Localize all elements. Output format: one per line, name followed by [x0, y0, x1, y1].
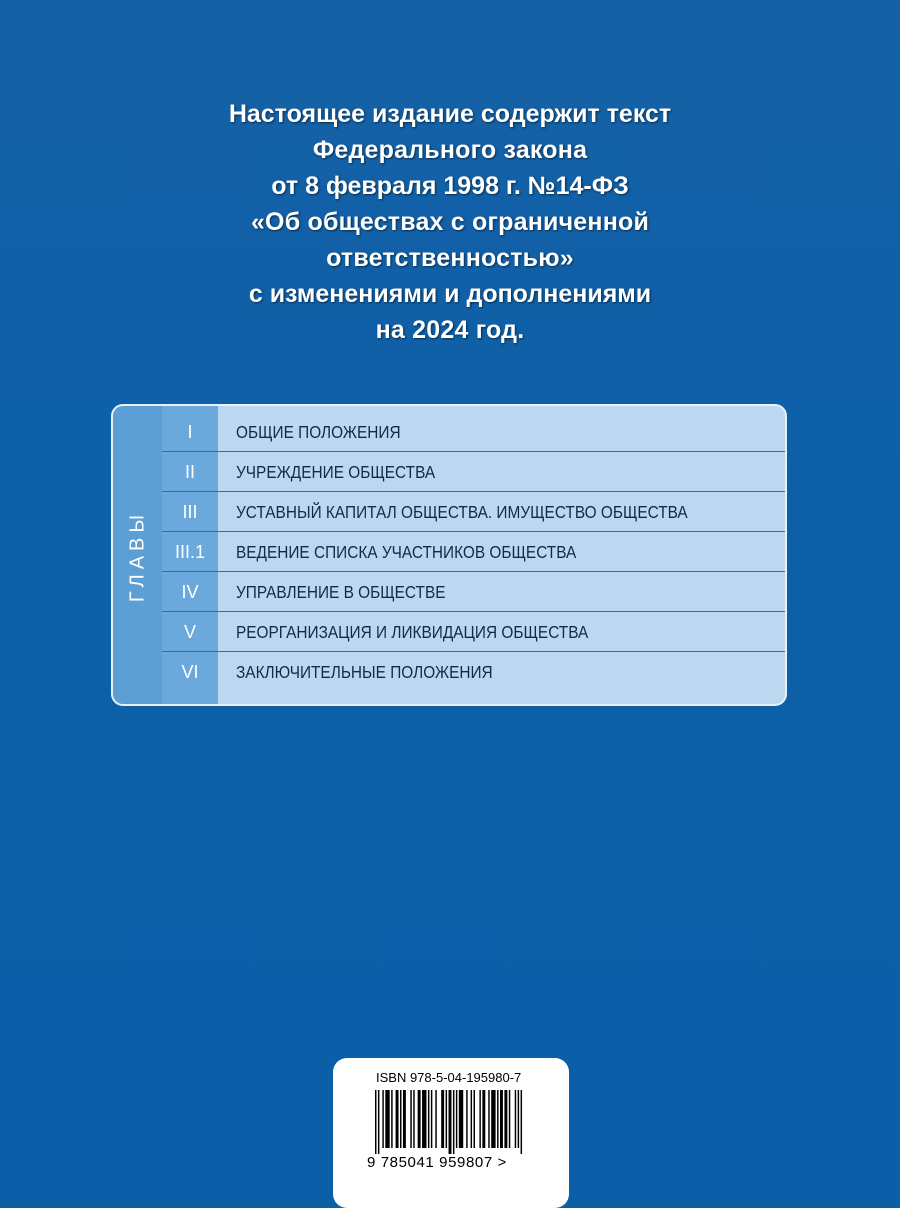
barcode-bar	[403, 1090, 406, 1148]
barcode-bar	[518, 1090, 519, 1148]
barcode-bar	[435, 1090, 436, 1148]
intro-line-6: с изменениями и дополнениями	[248, 280, 652, 308]
barcode-bar	[488, 1090, 489, 1148]
chapter-row	[162, 452, 785, 492]
chapter-title: РЕОРГАНИЗАЦИЯ И ЛИКВИДАЦИЯ ОБЩЕСТВА	[236, 622, 589, 642]
barcode-bar	[474, 1090, 475, 1148]
chapter-row	[162, 492, 785, 532]
barcode-bar	[482, 1090, 485, 1148]
intro-line-1: Настоящее издание содержит текст	[228, 100, 672, 128]
barcode-bar	[378, 1090, 379, 1154]
chapter-number: V	[183, 622, 196, 642]
edition-description	[0, 96, 900, 348]
chapter-row	[162, 412, 785, 452]
barcode-bar	[459, 1090, 463, 1148]
barcode-bar	[449, 1090, 452, 1154]
barcode-bar	[491, 1090, 495, 1148]
barcode-bar	[497, 1090, 498, 1148]
barcode-bar	[453, 1090, 454, 1154]
barcode-bar	[422, 1090, 426, 1148]
barcode-bar	[504, 1090, 507, 1148]
chapter-title: ЗАКЛЮЧИТЕЛЬНЫЕ ПОЛОЖЕНИЯ	[236, 662, 493, 682]
barcode-bar	[466, 1090, 467, 1148]
barcode-bar	[479, 1090, 480, 1148]
isbn-block	[333, 1058, 569, 1208]
isbn-label: ISBN 978-5-04-195980-7	[376, 1070, 522, 1085]
chapter-number: I	[187, 422, 193, 442]
barcode-bar	[385, 1090, 389, 1148]
barcode-bar	[391, 1090, 392, 1148]
barcode-bar	[382, 1090, 383, 1148]
barcode-bar	[428, 1090, 429, 1148]
barcode-bar	[456, 1090, 457, 1148]
barcode-digits: 9 785041 959807 >	[367, 1154, 507, 1171]
chapters-side-label: ГЛАВЫ	[126, 509, 149, 603]
barcode-bar	[400, 1090, 401, 1148]
chapter-title: ВЕДЕНИЕ СПИСКА УЧАСТНИКОВ ОБЩЕСТВА	[236, 542, 577, 562]
barcode-bar	[431, 1090, 432, 1148]
barcode-bar	[413, 1090, 414, 1148]
barcode-bar	[410, 1090, 411, 1148]
chapter-number: IV	[181, 582, 199, 602]
chapter-number: II	[184, 462, 195, 482]
chapter-title: УПРАВЛЕНИЕ В ОБЩЕСТВЕ	[236, 582, 446, 602]
chapter-row	[162, 612, 785, 652]
chapters-side-strip	[113, 406, 162, 704]
barcode-bar	[500, 1090, 503, 1148]
chapter-number: III	[182, 502, 198, 522]
intro-line-5: ответственностью»	[326, 244, 574, 272]
barcode-bar	[446, 1090, 447, 1148]
barcode-bar	[515, 1090, 516, 1148]
barcode-icon	[375, 1090, 525, 1154]
intro-line-3: от 8 февраля 1998 г. №14-ФЗ	[271, 172, 629, 200]
barcode-bar	[471, 1090, 472, 1148]
chapter-title: УЧРЕЖДЕНИЕ ОБЩЕСТВА	[236, 462, 436, 482]
chapter-number: VI	[181, 662, 199, 682]
barcode-bar	[418, 1090, 421, 1148]
intro-line-4: «Об обществах с ограниченной	[250, 208, 650, 236]
chapter-row	[162, 652, 785, 692]
intro-line-7: на 2024 год.	[375, 316, 525, 344]
intro-line-2: Федерального закона	[312, 136, 588, 164]
barcode-bar	[375, 1090, 376, 1154]
chapter-list	[162, 412, 785, 692]
chapter-row	[162, 532, 785, 572]
chapter-number: III.1	[174, 542, 205, 562]
barcode-bar	[441, 1090, 444, 1148]
chapter-title: УСТАВНЫЙ КАПИТАЛ ОБЩЕСТВА. ИМУЩЕСТВО ОБЩЕСТВА	[236, 502, 688, 522]
barcode-bar	[509, 1090, 510, 1148]
barcode-bar	[521, 1090, 522, 1154]
barcode-bar	[396, 1090, 399, 1148]
chapters-panel	[111, 404, 787, 706]
chapter-title: ОБЩИЕ ПОЛОЖЕНИЯ	[236, 422, 401, 442]
chapter-row	[162, 572, 785, 612]
